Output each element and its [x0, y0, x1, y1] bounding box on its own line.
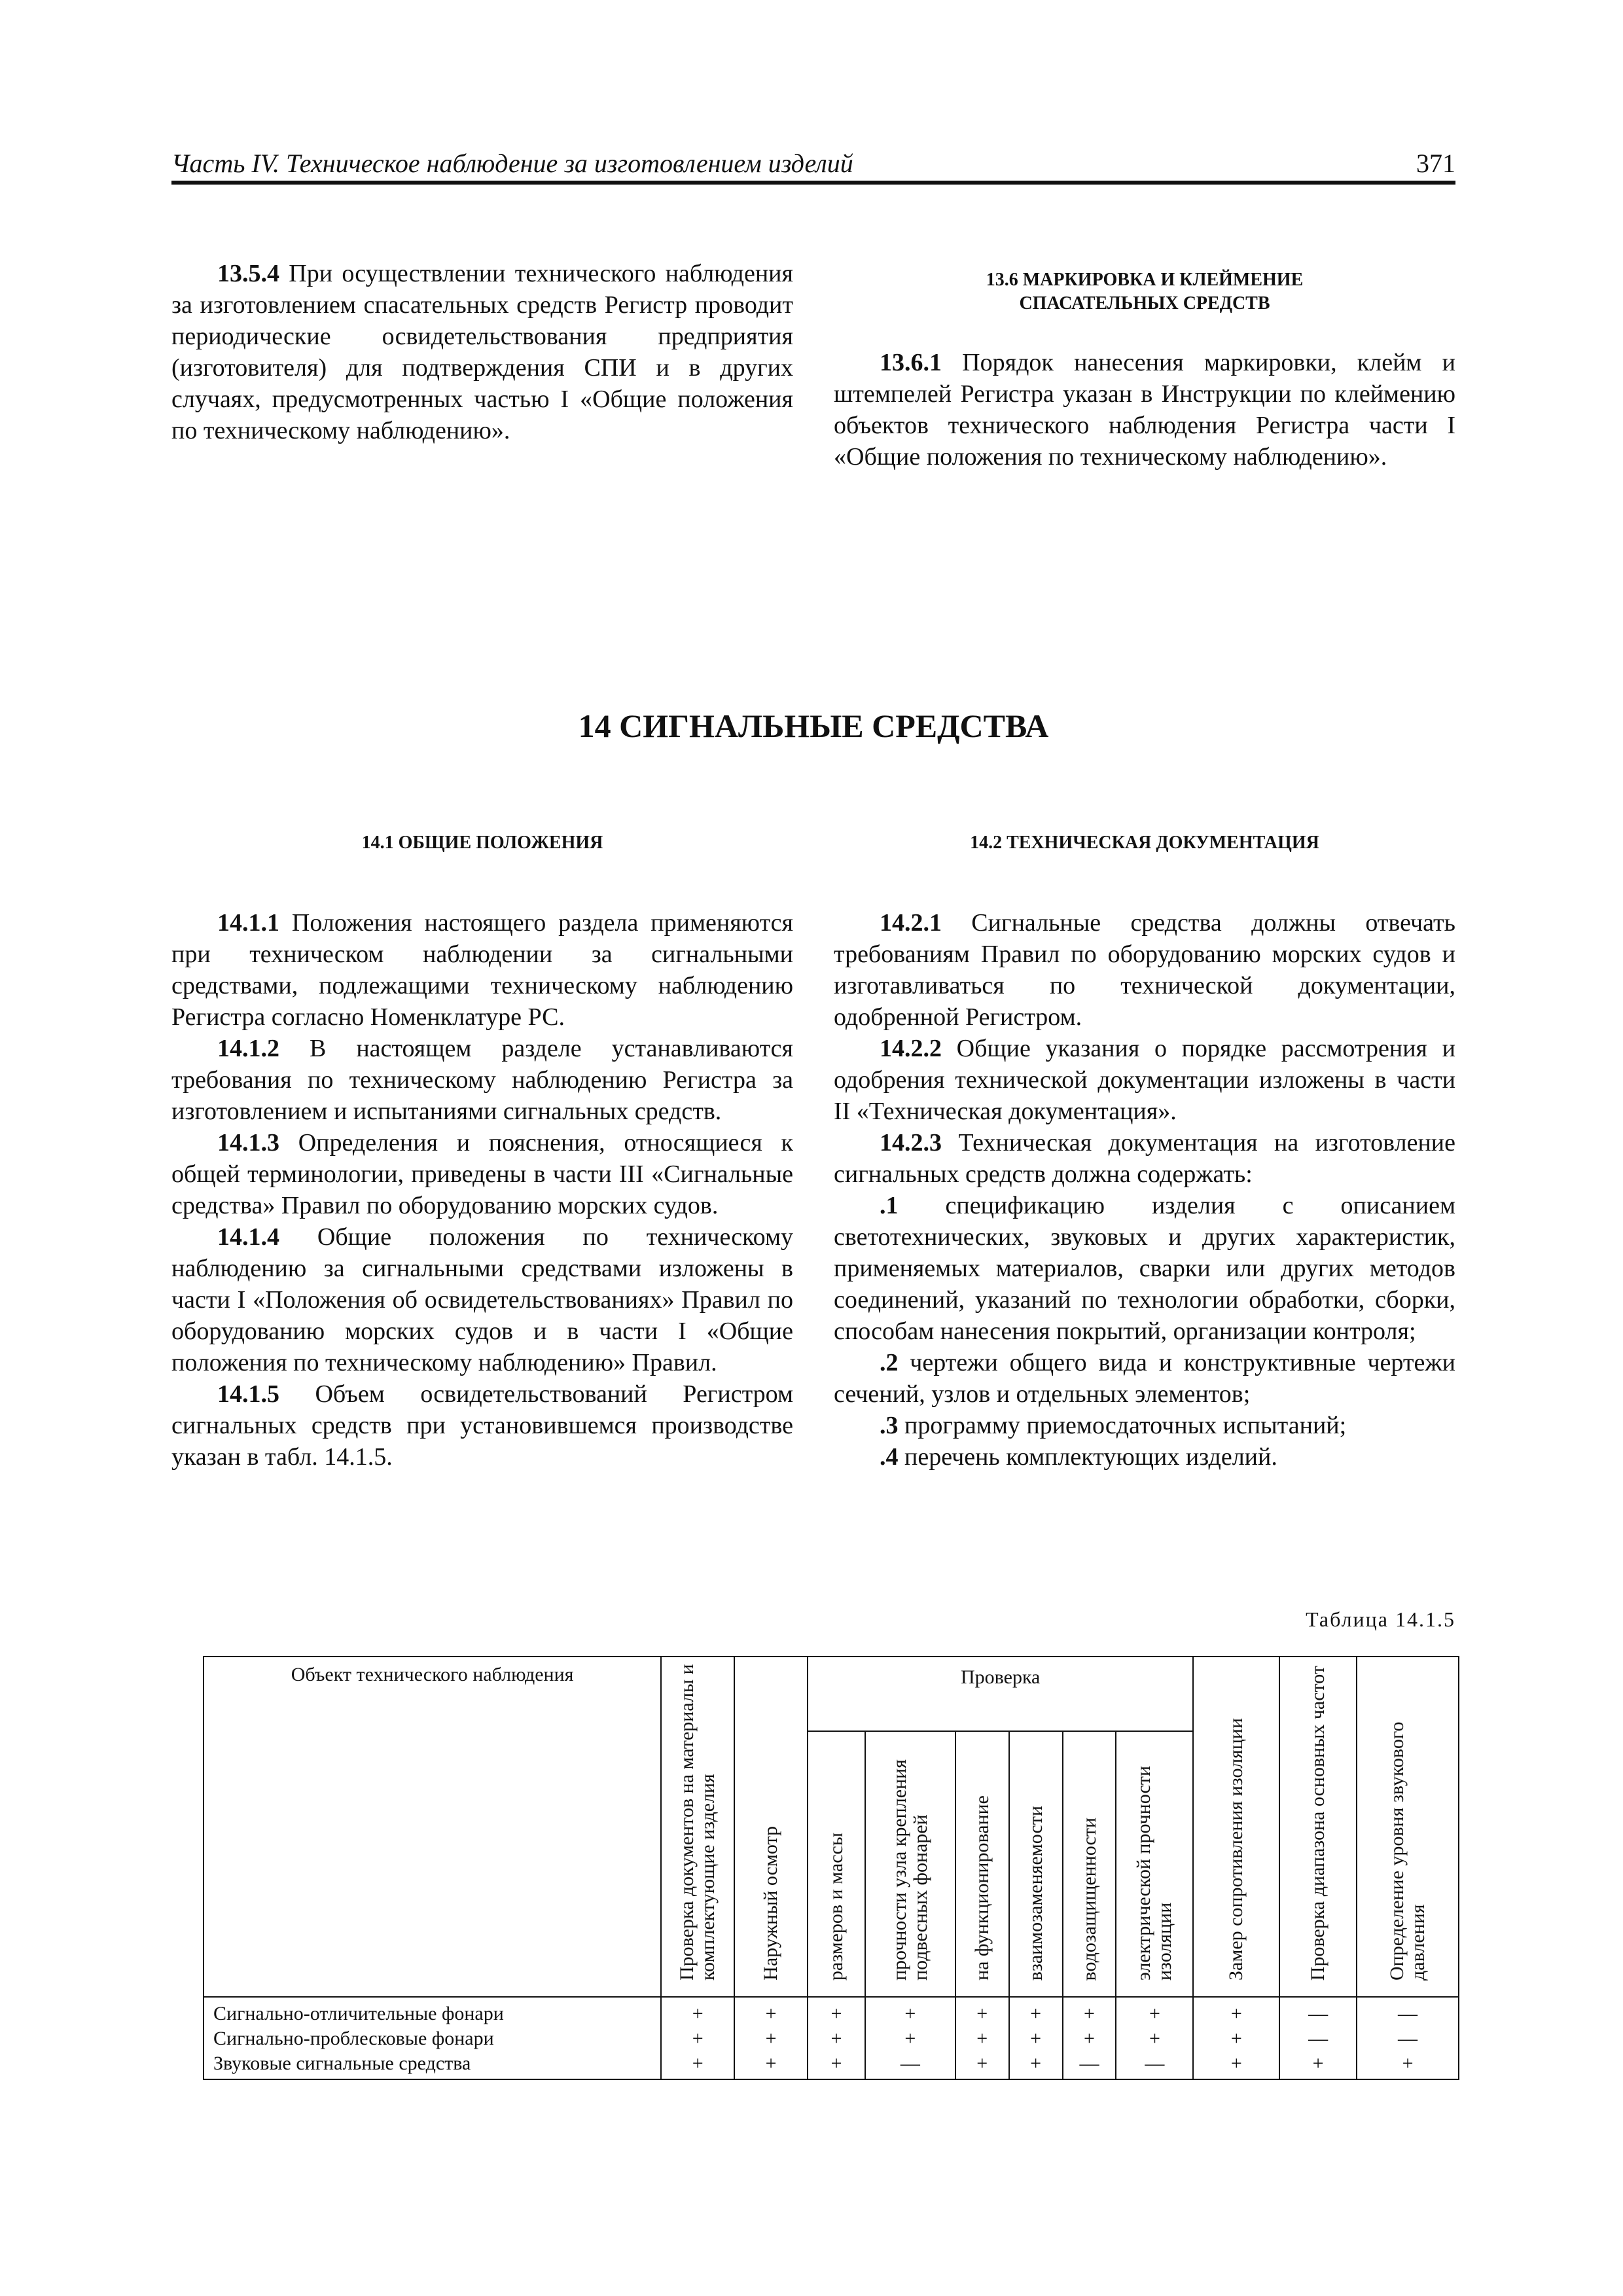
table-cell: +: [1116, 2026, 1193, 2051]
paragraph-number: 14.2.3: [880, 1129, 942, 1157]
paragraph-number: 14.2.2: [880, 1035, 942, 1062]
column-header-sound-pressure: Определение уровня звукового давления: [1357, 1657, 1459, 1997]
column-group-header-check: Проверка: [808, 1657, 1193, 1731]
table-cell: —: [1116, 2051, 1193, 2079]
column-header-interchangeability: взаимозаменяемости: [1009, 1731, 1063, 1997]
row-label: Сигнально-проблесковые фонари: [204, 2026, 661, 2051]
column-header-frequency-range: Проверка диапазона основных частот: [1279, 1657, 1357, 1997]
table-cell: +: [1063, 1997, 1116, 2026]
list-item-number: .4: [880, 1443, 899, 1471]
column-header-strength: прочности узла крепления подвесных фонарей: [865, 1731, 955, 1997]
paragraph-text: При осуществлении технического наблюдения за изготовлением спасательных средств Регистр проводит периодические освидетельствования предприятия (изготовителя) для подтверждения СПИ и в других случаях, предусмотренных частью I «Общие положения по техническому наблюдению».: [171, 260, 793, 444]
column-header-visual: Наружный осмотр: [734, 1657, 808, 1997]
list-item: [834, 1410, 1455, 1441]
table-cell: +: [808, 1997, 865, 2026]
paragraph-text: Положения настоящего раздела применяются при техническом наблюдении за сигнальными средствами, подлежащими техническому наблюдению Регистра согласно Номенклатуре РС.: [171, 909, 793, 1031]
table-cell: +: [734, 2026, 808, 2051]
running-head: [171, 143, 1455, 185]
table-cell: +: [1193, 2026, 1279, 2051]
table-cell: +: [1193, 2051, 1279, 2079]
table-cell: +: [865, 1997, 955, 2026]
paragraph-number: 14.1.2: [217, 1035, 279, 1062]
paragraph-number: 14.2.1: [880, 909, 942, 937]
table-cell: —: [865, 2051, 955, 2079]
list-item: [834, 1347, 1455, 1410]
table-cell: —: [1063, 2051, 1116, 2079]
table-cell: +: [734, 2051, 808, 2079]
paragraph-text: Общие положения по техническому наблюдению за сигнальными средствами изложены в части I «Положения об освидетельствованиях» Правил по оборудованию морских судов и в части I «Общие положения по техническому наблюдению» Правил.: [171, 1223, 793, 1376]
section-heading-line-2: СПАСАТЕЛЬНЫХ СРЕДСТВ: [1019, 293, 1270, 314]
list-item-text: чертежи общего вида и конструктивные чертежи сечений, узлов и отдельных элементов;: [834, 1349, 1455, 1408]
list-item: [834, 1441, 1455, 1473]
list-item-number: .1: [880, 1192, 899, 1219]
survey-table: [203, 1656, 1459, 2080]
chapter-title: 14 СИГНАЛЬНЫЕ СРЕДСТВА: [578, 708, 1049, 744]
paragraph-text: Объем освидетельствований Регистром сигнальных средств при установившемся производстве указан в табл. 14.1.5.: [171, 1380, 793, 1471]
paragraph-text: Определения и пояснения, относящиеся к общей терминологии, приведены в части III «Сигнальные средства» Правил по оборудованию морских судов.: [171, 1129, 793, 1219]
table-cell: +: [808, 2026, 865, 2051]
table-cell: +: [1116, 1997, 1193, 2026]
list-item-text: перечень комплектующих изделий.: [898, 1443, 1277, 1471]
section-13-5-4: [171, 258, 793, 446]
paragraph-number: 14.1.4: [217, 1223, 279, 1251]
row-label: Сигнально-отличительные фонари: [204, 1997, 661, 2026]
column-header-waterproof: водозащищенности: [1063, 1731, 1116, 1997]
section-13-6: [834, 268, 1455, 473]
table-cell: +: [955, 1997, 1009, 2026]
list-item-number: .3: [880, 1412, 899, 1439]
section-14-1: [171, 831, 793, 1473]
table-row: [204, 1997, 1459, 2026]
paragraph: [171, 1378, 793, 1473]
paragraph-number: 13.6.1: [880, 349, 942, 376]
paragraph: [171, 1221, 793, 1378]
paragraph-text: В настоящем разделе устанавливаются требования по техническому наблюдению Регистра за изготовлением и испытаниями сигнальных средств.: [171, 1035, 793, 1125]
paragraph-text: Сигнальные средства должны отвечать требованиям Правил по оборудованию морских судов и изготавливаться по технической документации, одобренной Регистром.: [834, 909, 1455, 1031]
column-header-dimensions: размеров и массы: [808, 1731, 865, 1997]
paragraph: [171, 1033, 793, 1127]
table-row: [204, 2026, 1459, 2051]
table-cell: +: [955, 2026, 1009, 2051]
table-cell: +: [1009, 2051, 1063, 2079]
list-item-text: программу приемосдаточных испытаний;: [898, 1412, 1347, 1439]
table-cell: +: [661, 1997, 734, 2026]
paragraph: [171, 1127, 793, 1221]
section-heading: 14.2 ТЕХНИЧЕСКАЯ ДОКУМЕНТАЦИЯ: [970, 833, 1319, 853]
column-header-docs: Проверка документов на материалы и комплектующие изделия: [661, 1657, 734, 1997]
table-cell: —: [1357, 1997, 1459, 2026]
paragraph-number: 13.5.4: [217, 260, 279, 287]
paragraph-number: 14.1.1: [217, 909, 279, 937]
paragraph-text: Техническая документация на изготовление сигнальных средств должна содержать:: [834, 1129, 1455, 1188]
paragraph-text: Общие указания о порядке рассмотрения и одобрения технической документации изложены в части II «Техническая документация».: [834, 1035, 1455, 1125]
list-item-number: .2: [880, 1349, 899, 1376]
column-header-object: Объект технического наблюдения: [204, 1657, 661, 1997]
section-heading: [834, 268, 1455, 315]
paragraph: [834, 1033, 1455, 1127]
column-header-function: на функционирование: [955, 1731, 1009, 1997]
list-item-text: спецификацию изделия с описанием светотехнических, звуковых и других характеристик, применяемых материалов, сварки или других методов соединений, указаний по технологии обработки, сборки, способам нанесения покрытий, организации контроля;: [834, 1192, 1455, 1345]
row-label: Звуковые сигнальные средства: [204, 2051, 661, 2079]
table-cell: +: [1063, 2026, 1116, 2051]
table-caption: Таблица 14.1.5: [1306, 1607, 1455, 1631]
table-cell: +: [661, 2051, 734, 2079]
page-number: 371: [1416, 149, 1455, 178]
paragraph-13-5-4: [171, 258, 793, 446]
table-cell: +: [1279, 2051, 1357, 2079]
table-cell: —: [1279, 2026, 1357, 2051]
table-cell: +: [1193, 1997, 1279, 2026]
paragraph: [834, 1127, 1455, 1190]
table-cell: +: [955, 2051, 1009, 2079]
table-cell: +: [808, 2051, 865, 2079]
section-14-2: [834, 831, 1455, 1473]
table-cell: +: [661, 2026, 734, 2051]
table-cell: +: [734, 1997, 808, 2026]
section-heading-line-1: 13.6 МАРКИРОВКА И КЛЕЙМЕНИЕ: [986, 270, 1304, 290]
column-header-electric-strength: электрической прочности изоляции: [1116, 1731, 1193, 1997]
running-head-title: Часть IV. Техническое наблюдение за изготовлением изделий: [171, 149, 853, 178]
column-header-insulation: Замер сопротивления изоляции: [1193, 1657, 1279, 1997]
table-row: [204, 2051, 1459, 2079]
table-cell: —: [1357, 2026, 1459, 2051]
table-cell: +: [865, 2026, 955, 2051]
paragraph: [834, 907, 1455, 1033]
paragraph-number: 14.1.5: [217, 1380, 279, 1408]
section-heading: 14.1 ОБЩИЕ ПОЛОЖЕНИЯ: [361, 833, 603, 853]
table-cell: +: [1009, 2026, 1063, 2051]
table-cell: +: [1357, 2051, 1459, 2079]
paragraph-number: 14.1.3: [217, 1129, 279, 1157]
table-cell: —: [1279, 1997, 1357, 2026]
list-item: [834, 1190, 1455, 1347]
paragraph: [171, 907, 793, 1033]
paragraph-13-6-1: [834, 347, 1455, 473]
table-cell: +: [1009, 1997, 1063, 2026]
paragraph-text: Порядок нанесения маркировки, клейм и штемпелей Регистра указан в Инструкции по клеймению объектов технического наблюдения Регистра части I «Общие положения по техническому наблюдению».: [834, 349, 1455, 471]
